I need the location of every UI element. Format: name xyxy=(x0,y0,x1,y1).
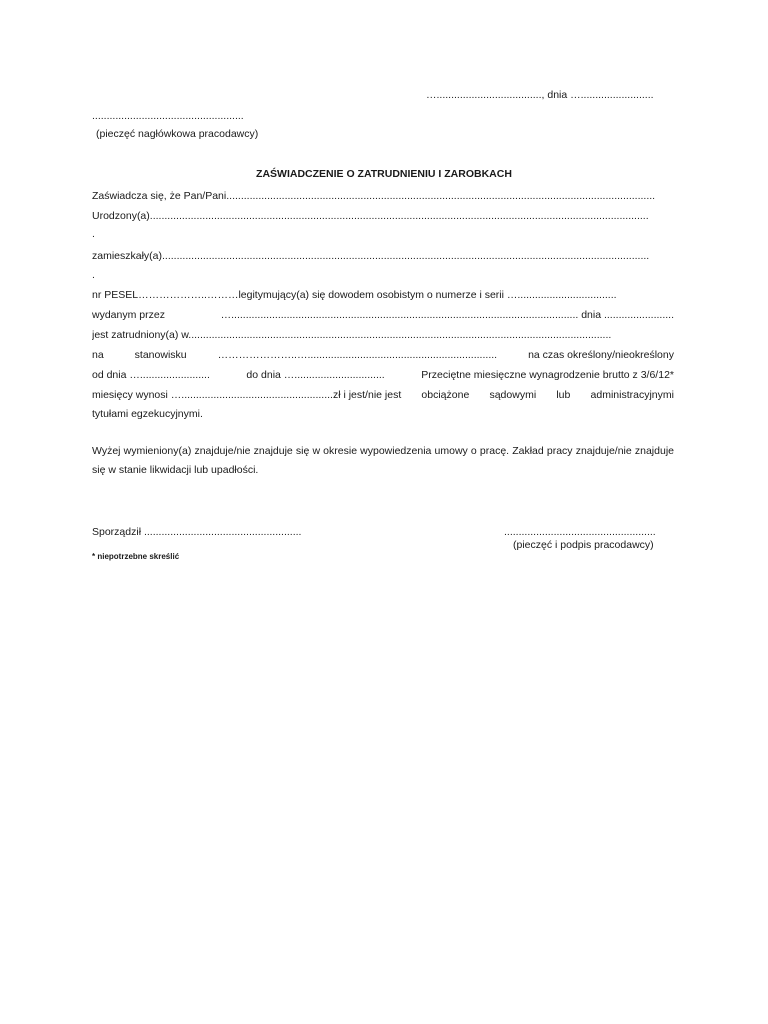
certify-line: Zaświadcza się, że Pan/Pani................................................................................................................................................... xyxy=(92,190,656,202)
average-salary-label: Przeciętne miesięczne wynagrodzenie brutto z 3/6/12* xyxy=(421,369,674,381)
footnote: * niepotrzebne skreślić xyxy=(92,552,180,561)
residence-line-end-dot: . xyxy=(92,269,95,281)
issued-by-label: wydanym przez xyxy=(92,309,165,321)
contract-term-label: na czas określony/nieokreślony xyxy=(528,349,674,361)
document-title: ZAŚWIADCZENIE O ZATRUDNIENIU I ZAROBKACH xyxy=(256,168,512,180)
position-word-na: na xyxy=(92,349,104,361)
salary-amount: miesięcy wynosi …....................................................zł i jest/nie jest xyxy=(92,389,402,401)
salary-line xyxy=(92,388,674,402)
born-line-end-dot: . xyxy=(92,228,95,240)
salary-word-3: lub xyxy=(556,389,571,401)
prepared-by-line: Sporządził ...................................................... xyxy=(92,526,302,538)
period-from: od dnia …........................ xyxy=(92,369,210,381)
issued-by-field: …....................................................................................................................... dnia ........................ xyxy=(220,309,674,321)
residence-line: zamieszkały(a)....................................................................................................................................................................... xyxy=(92,250,650,262)
salary-word-4: administracyjnymi xyxy=(590,389,674,401)
issued-by-line xyxy=(92,308,674,322)
employer-stamp-dots: .................................................... xyxy=(92,110,244,122)
position-field: …………………..…................................................................. xyxy=(217,349,498,361)
signature-label: (pieczęć i podpis pracodawcy) xyxy=(513,539,654,551)
salary-word-2: sądowymi xyxy=(489,389,537,401)
salary-word-1: obciążone xyxy=(421,389,470,401)
employer-stamp-label: (pieczęć nagłówkowa pracodawcy) xyxy=(96,128,259,140)
position-word-stanowisku: stanowisku xyxy=(134,349,187,361)
position-line xyxy=(92,348,674,362)
notice-paragraph: Wyżej wymieniony(a) znajduje/nie znajduje się w okresie wypowiedzenia umowy o pracę. Zakład pracy znajduje/nie znajduje się w stanie likwidacji lub upadłości. xyxy=(92,445,674,476)
enforcement-line: tytułami egzekucyjnymi. xyxy=(92,408,203,420)
period-to: do dnia …............................... xyxy=(246,369,385,381)
place-date-line: …...................................., dnia …......................... xyxy=(426,89,654,101)
pesel-line: nr PESEL………………..………legitymujący(a) się dowodem osobistym o numerze i serii ….................................. xyxy=(92,289,617,301)
signature-dots: .................................................... xyxy=(504,526,656,538)
employed-at-line: jest zatrudniony(a) w................................................................................................................................................. xyxy=(92,329,612,341)
born-line: Urodzony(a)........................................................................................................................................................................... xyxy=(92,210,649,222)
period-line xyxy=(92,368,674,382)
